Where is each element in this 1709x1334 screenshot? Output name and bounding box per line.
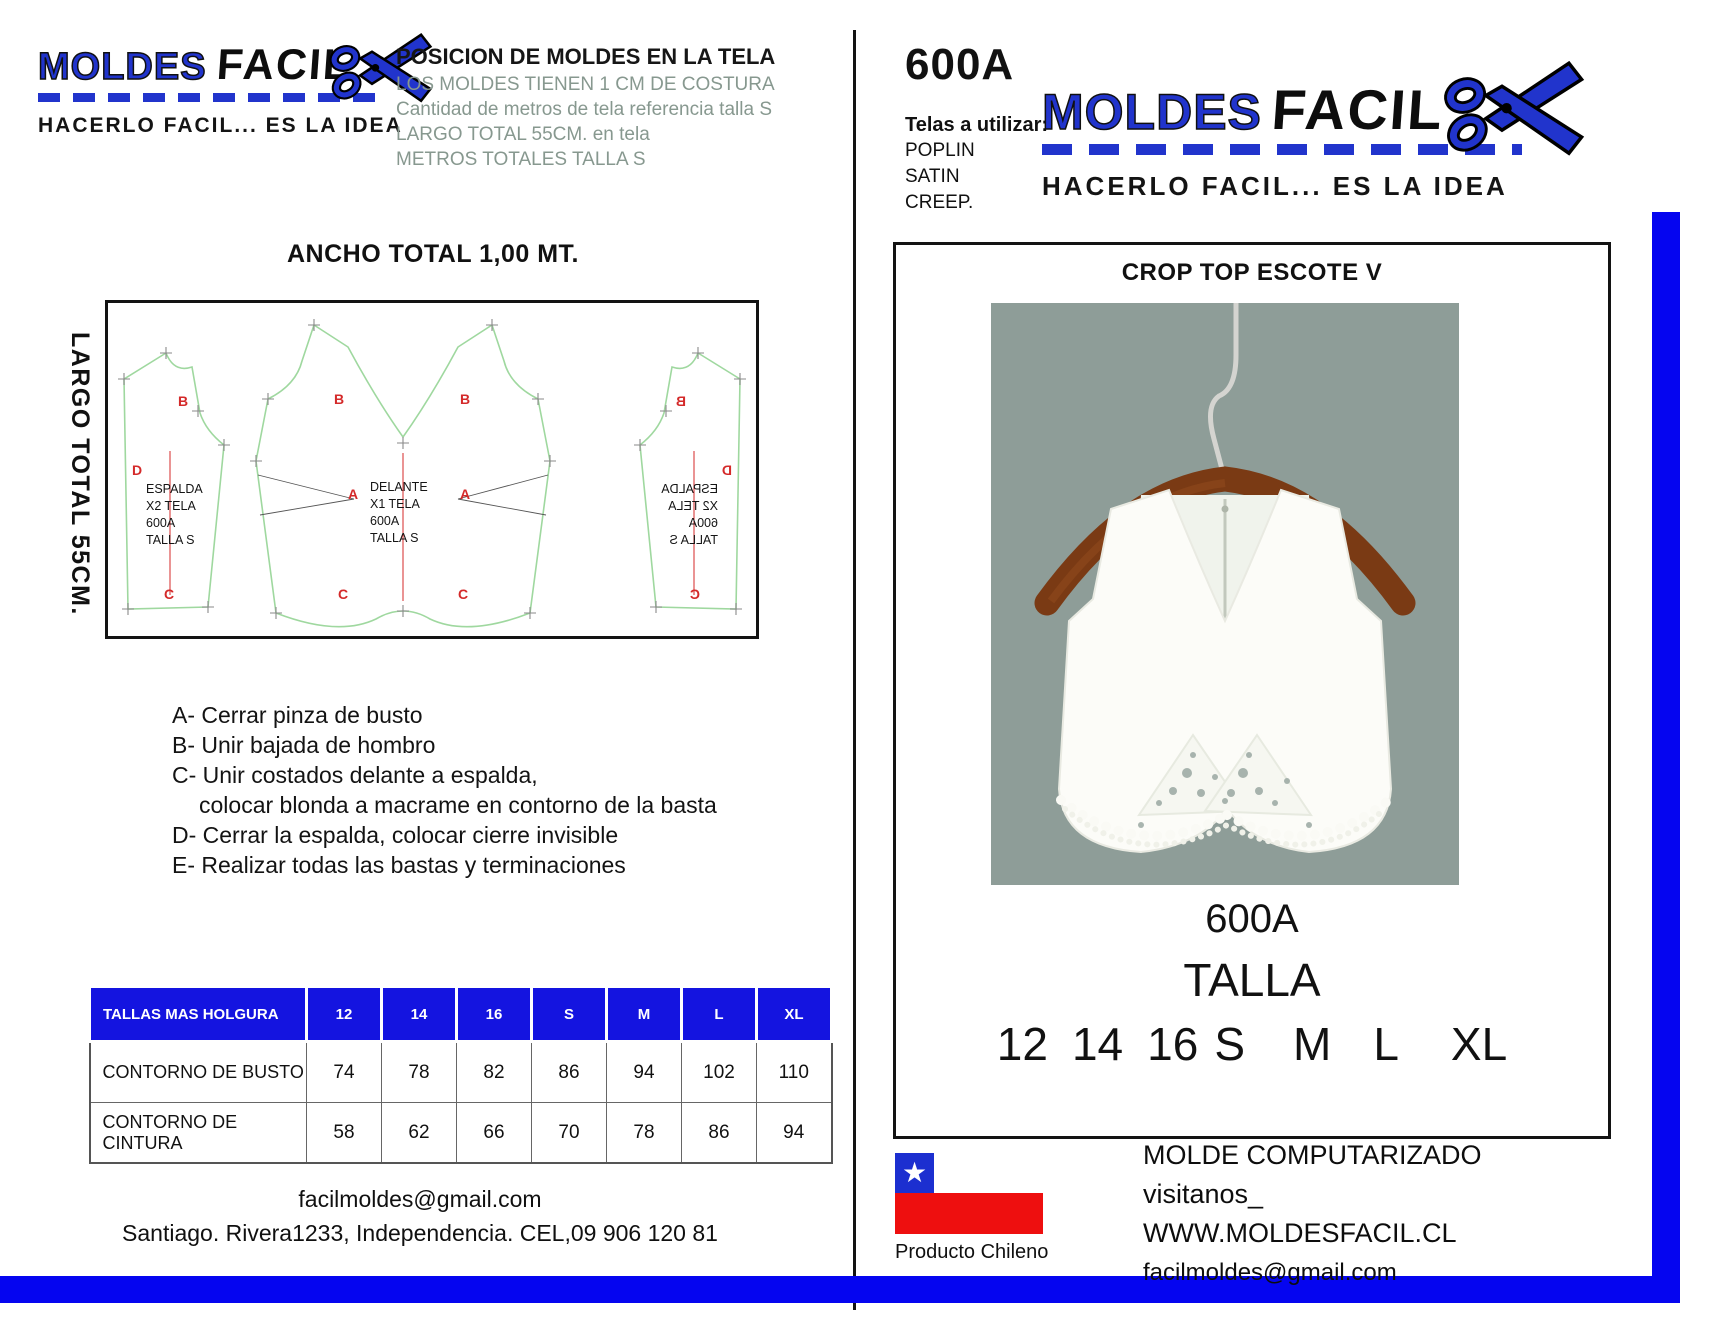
instruction-line: D- Cerrar la espalda, colocar cierre invisible <box>172 822 619 848</box>
instruction-line: B- Unir bajada de hombro <box>172 732 436 758</box>
table-cell: 62 <box>382 1103 457 1164</box>
piece-label: ESPALDA X2 TELA 600A TALLA S <box>146 482 203 547</box>
size-option: S <box>1214 1018 1245 1070</box>
brand-tagline: HACERLO FACIL... ES LA IDEA <box>38 114 403 137</box>
marker-note-line: METROS TOTALES TALLA S <box>396 149 646 170</box>
marker-notes-title: POSICION DE MOLDES EN LA TELA <box>396 44 776 69</box>
table-row-waist <box>90 1103 832 1164</box>
flag-caption: Producto Chileno <box>895 1241 1049 1263</box>
product-size-word: TALLA <box>1183 954 1321 1006</box>
table-row-bust <box>90 1042 832 1103</box>
table-header-cell: S <box>532 987 607 1042</box>
flag-red-stripe <box>895 1193 1043 1234</box>
table-cell: 78 <box>382 1042 457 1103</box>
marker-letter-c: C <box>338 586 349 602</box>
piece-label: DELANTE X1 TELA 600A TALLA S <box>370 480 428 545</box>
footer-line: visitanos_ <box>1143 1179 1264 1209</box>
table-header-cell: M <box>607 987 682 1042</box>
flag-blue-canton <box>895 1153 934 1193</box>
contact-address: Santiago. Rivera1233, Independencia. CEL,09 906 120 81 <box>122 1220 718 1246</box>
instruction-line: E- Realizar todas las bastas y terminaciones <box>172 852 626 878</box>
marker-note-line: LARGO TOTAL 55CM. en tela <box>396 124 650 145</box>
table-cell: 94 <box>607 1042 682 1103</box>
assembly-instructions <box>172 700 717 880</box>
contact-email: facilmoldes@gmail.com <box>298 1186 542 1212</box>
pattern-piece-back-right-mirrored <box>634 347 746 615</box>
scissors-icon <box>1442 54 1592 174</box>
table-cell: 86 <box>682 1103 757 1164</box>
marker-letter-d: D <box>132 462 143 478</box>
table-header-row <box>90 987 832 1042</box>
pattern-code: 600A <box>905 40 1015 89</box>
marker-letter-b: B <box>334 391 345 407</box>
table-header-cell: TALLAS MAS HOLGURA <box>90 987 307 1042</box>
size-chart-table <box>88 985 833 1164</box>
brand-word-moldes: MOLDES <box>38 46 207 88</box>
product-photo <box>991 303 1459 885</box>
contact-block <box>50 1182 790 1250</box>
right-blue-bar <box>1652 212 1680 1303</box>
marker-letter-c: C <box>458 586 469 602</box>
size-option: 16 <box>1147 1018 1199 1070</box>
product-title: CROP TOP ESCOTE V <box>1121 259 1383 286</box>
size-option: XL <box>1450 1018 1508 1070</box>
center-divider-line <box>853 30 856 1310</box>
table-cell: 94 <box>757 1103 832 1164</box>
fabric-item: SATIN <box>905 166 960 187</box>
instruction-line-continuation: colocar blonda a macrame en contorno de la basta <box>199 792 717 818</box>
instruction-line: C- Unir costados delante a espalda, <box>172 762 538 788</box>
product-code: 600A <box>1205 897 1299 941</box>
brand-word-moldes: MOLDES <box>1042 84 1262 140</box>
marker-note-line: Cantidad de metros de tela referencia talla S <box>396 99 772 120</box>
piece-label-mirrored: ESPALDA X2 TELA 600A TALLA S <box>661 482 718 547</box>
fabrics-list <box>905 112 1048 216</box>
brand-logo <box>1042 78 1562 202</box>
table-header-cell: 16 <box>457 987 532 1042</box>
table-header-cell: 14 <box>382 987 457 1042</box>
fabric-item: CREEP. <box>905 192 974 213</box>
fabric-width-label: ANCHO TOTAL 1,00 MT. <box>287 240 579 268</box>
table-cell: 102 <box>682 1042 757 1103</box>
table-cell: CONTORNO DE BUSTO <box>90 1042 307 1103</box>
pattern-piece-back-left <box>118 347 230 615</box>
footer-line: MOLDE COMPUTARIZADO <box>1143 1140 1482 1170</box>
brand-word-facil: FACIL <box>1269 78 1446 141</box>
table-cell: 66 <box>457 1103 532 1164</box>
brand-word-facil: FACIL <box>214 41 353 89</box>
table-cell: 110 <box>757 1042 832 1103</box>
brand-tagline: HACERLO FACIL... ES LA IDEA <box>1042 171 1508 201</box>
table-cell: 78 <box>607 1103 682 1164</box>
marker-letter-d-mirrored: D <box>721 462 732 478</box>
size-option: 12 <box>996 1018 1048 1070</box>
fabrics-title: Telas a utilizar: <box>905 114 1049 136</box>
instruction-line: A- Cerrar pinza de busto <box>172 702 423 728</box>
product-panel <box>893 242 1611 1139</box>
marker-letter-a: A <box>348 486 359 502</box>
product-sizes-row <box>896 1017 1608 1071</box>
fabric-length-label: LARGO TOTAL 55CM. <box>66 332 94 616</box>
marker-letter-b-mirrored: B <box>675 393 686 409</box>
table-cell: 70 <box>532 1103 607 1164</box>
marker-letter-c: C <box>164 586 175 602</box>
footer-info <box>1143 1136 1482 1292</box>
marker-letter-b: B <box>460 391 471 407</box>
brand-logo <box>38 41 408 138</box>
table-header-cell: XL <box>757 987 832 1042</box>
marker-layout-box <box>105 300 759 639</box>
table-cell: 74 <box>307 1042 382 1103</box>
fabric-item: POPLIN <box>905 140 975 161</box>
table-cell: 58 <box>307 1103 382 1164</box>
size-option: 14 <box>1071 1018 1124 1070</box>
table-header-cell: L <box>682 987 757 1042</box>
marker-letter-c-mirrored: C <box>689 586 700 602</box>
pattern-layout-diagram <box>108 303 756 636</box>
pattern-piece-front <box>250 319 556 627</box>
size-option: M <box>1293 1018 1332 1070</box>
footer-email: facilmoldes@gmail.com <box>1143 1259 1397 1286</box>
table-cell: 86 <box>532 1042 607 1103</box>
marker-note-line: LOS MOLDES TIENEN 1 CM DE COSTURA <box>396 74 775 95</box>
marker-letter-a: A <box>460 486 471 502</box>
star-icon: ★ <box>901 1157 928 1188</box>
marker-letter-b: B <box>178 393 189 409</box>
size-option: L <box>1373 1018 1399 1070</box>
table-cell: 82 <box>457 1042 532 1103</box>
footer-website: WWW.MOLDESFACIL.CL <box>1143 1218 1457 1248</box>
marker-notes <box>396 44 796 172</box>
table-header-cell: 12 <box>307 987 382 1042</box>
table-cell: CONTORNO DE CINTURA <box>90 1103 307 1164</box>
